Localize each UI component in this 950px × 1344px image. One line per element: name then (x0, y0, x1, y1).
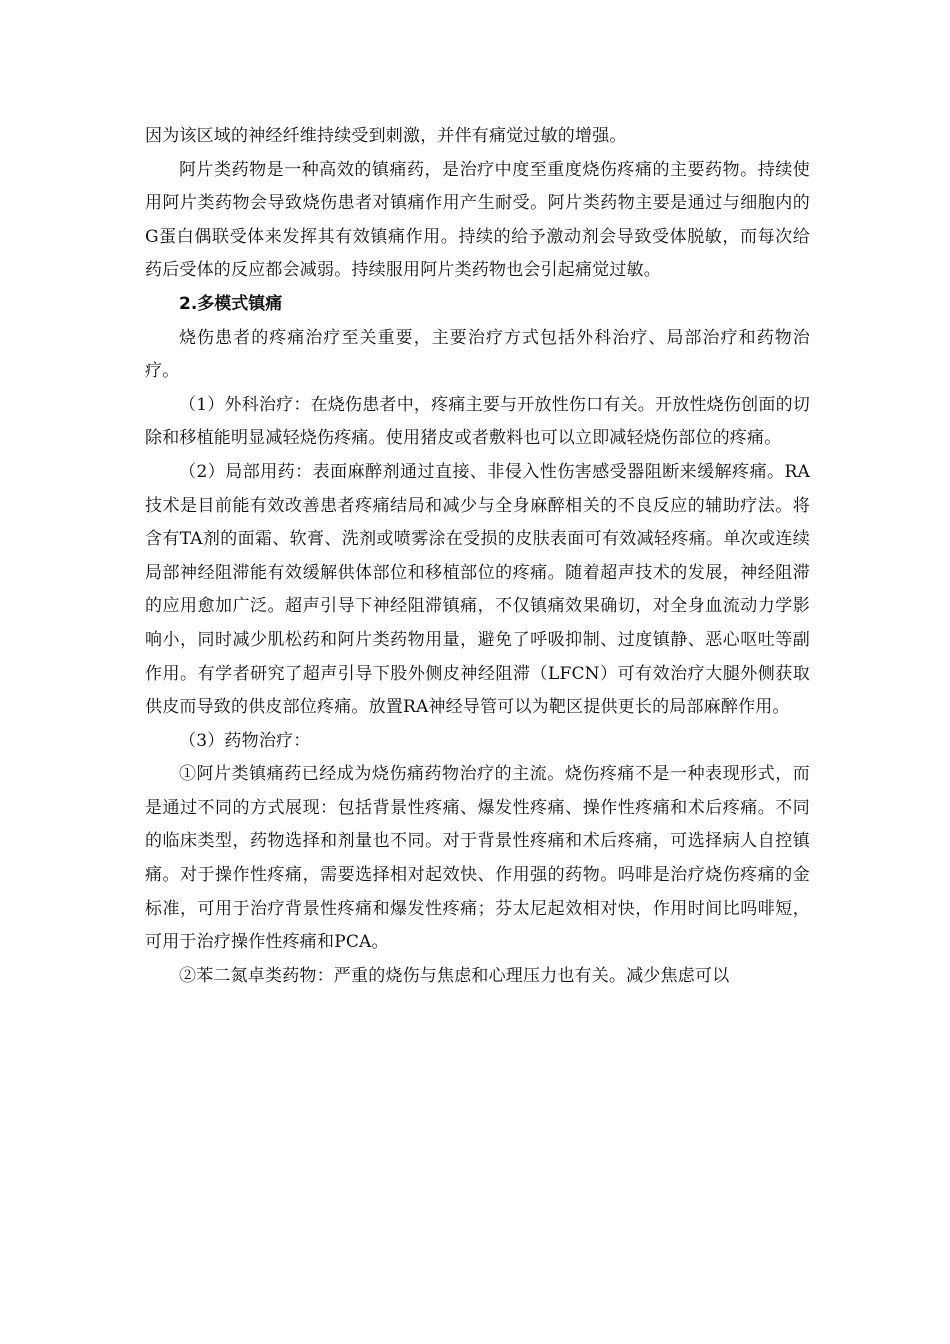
paragraph-opioid-analgesics: ①阿片类镇痛药已经成为烧伤痛药物治疗的主流。烧伤疼痛不是一种表现形式，而是通过不同的方式展现：包括背景性疼痛、爆发性疼痛、操作性疼痛和术后疼痛。不同的临床类型，药物选择和剂量也不同。对于背景性疼痛和术后疼痛，可选择病人自控镇痛。对于操作性疼痛，需要选择相对起效快、作用强的药物。吗啡是治疗烧伤疼痛的金标准，可用于治疗背景性疼痛和爆发性疼痛；芬太尼起效相对快，作用时间比吗啡短，可用于治疗操作性疼痛和PCA。 (145, 764, 810, 953)
paragraph-treatment-overview: 烧伤患者的疼痛治疗至关重要，主要治疗方式包括外科治疗、局部治疗和药物治疗。 (145, 327, 810, 382)
paragraph-drug-therapy-heading: （3）药物治疗： (179, 730, 311, 751)
document-page (145, 120, 810, 993)
section-heading-multimodal-analgesia: 2.多模式镇痛 (179, 293, 283, 314)
paragraph-opioids: 阿片类药物是一种高效的镇痛药，是治疗中度至重度烧伤疼痛的主要药物。持续使用阿片类药物会导致烧伤患者对镇痛作用产生耐受。阿片类药物主要是通过与细胞内的G蛋白偶联受体来发挥其有效镇痛作用。持续的给予激动剂会导致受体脱敏，而每次给药后受体的反应都会减弱。持续服用阿片类药物也会引起痛觉过敏。 (145, 159, 810, 281)
paragraph-benzodiazepines: ②苯二氮卓类药物：严重的烧伤与焦虑和心理压力也有关。减少焦虑可以 (179, 965, 730, 986)
paragraph-local-medication: （2）局部用药：表面麻醉剂通过直接、非侵入性伤害感受器阻断来缓解疼痛。RA技术是目前能有效改善患者疼痛结局和减少与全身麻醉相关的不良反应的辅助疗法。将含有TA剂的面霜、软膏、洗剂或喷雾涂在受损的皮肤表面可有效减轻疼痛。单次或连续局部神经阻滞能有效缓解供体部位和移植部位的疼痛。随着超声技术的发展，神经阻滞的应用愈加广泛。超声引导下神经阻滞镇痛，不仅镇痛效果确切，对全身血流动力学影响小，同时减少肌松药和阿片类药物用量，避免了呼吸抑制、过度镇静、恶心呕吐等副作用。有学者研究了超声引导下股外侧皮神经阻滞（LFCN）可有效治疗大腿外侧获取供皮而导致的供皮部位疼痛。放置RA神经导管可以为靶区提供更长的局部麻醉作用。 (145, 461, 810, 718)
paragraph-surgical-treatment: （1）外科治疗：在烧伤患者中，疼痛主要与开放性伤口有关。开放性烧伤创面的切除和移植能明显减轻烧伤疼痛。使用猪皮或者敷料也可以立即减轻烧伤部位的疼痛。 (145, 394, 810, 449)
paragraph-continuation: 因为该区域的神经纤维持续受到刺激，并伴有痛觉过敏的增强。 (145, 126, 627, 146)
